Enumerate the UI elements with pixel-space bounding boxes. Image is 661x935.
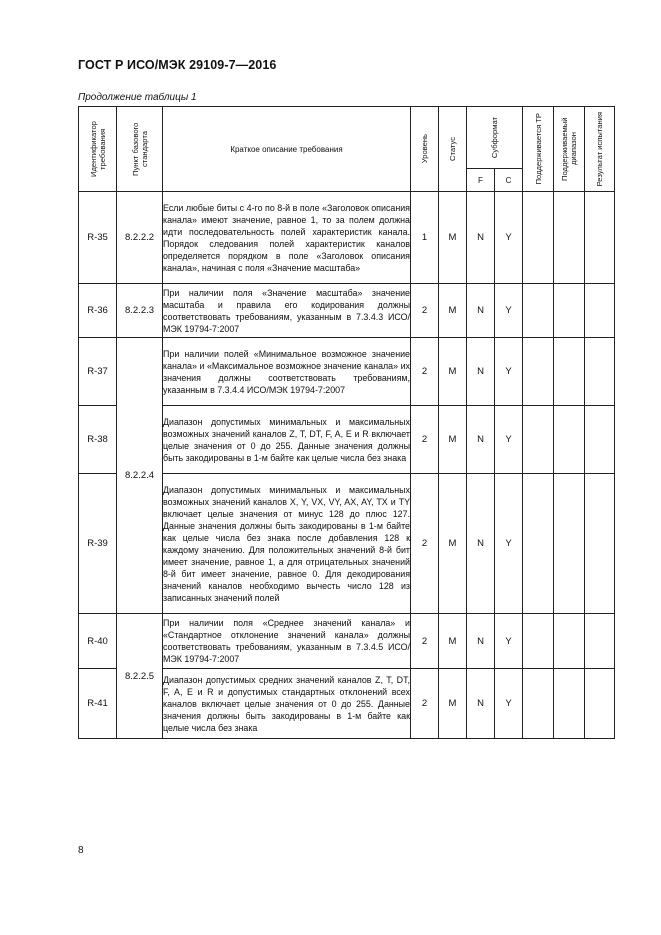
col-header-status: Статус (439, 107, 467, 192)
row-supported-tr (523, 406, 554, 474)
row-description: Диапазон допустимых средних значений каналов Z, T, DT, F, A, E и R и допустимых стандартных отклонений всех каналов включает целые значения от 0 до 255. Данные значения должны быть закодированы в 1-м байте как целые числа без знака (163, 669, 411, 739)
row-status: M (439, 406, 467, 474)
requirements-table (78, 106, 615, 739)
col-header-level: Уровень (411, 107, 439, 192)
table-row (79, 338, 615, 406)
row-level: 2 (411, 284, 439, 338)
row-result (585, 669, 615, 739)
row-result (585, 338, 615, 406)
col-header-sub-f: F (467, 169, 495, 192)
row-result (585, 192, 615, 284)
row-level: 2 (411, 406, 439, 474)
row-clause: 8.2.2.5 (117, 614, 163, 739)
row-description: Диапазон допустимых минимальных и максимальных возможных значений каналов X, Y, VX, VY, AX, AY, TX и TY включает целые значения от минус 128 до плюс 127. Данные значения должны быть закодированы в 1-м байте как целые числа без знака после добавления 128 к каждому значению. Для положительных значений 8-й бит имеет значение, равное 1, а для отрицательных значений 8-й бит имеет значение, равное 0. Для декодирования значений каналов необходимо вычесть число 128 из записанных значений полей (163, 474, 411, 614)
table-row (79, 614, 615, 669)
row-status: M (439, 474, 467, 614)
row-description: При наличии поля «Среднее значений канала» и «Стандартное отклонение значений канала» должны соответствовать требованиям, указанным в 7.3.4.5 ИСО/МЭК 19794-7:2007 (163, 614, 411, 669)
row-sub-c: Y (495, 406, 523, 474)
row-sub-c: Y (495, 474, 523, 614)
row-supported-range (554, 474, 585, 614)
row-id: R-39 (79, 474, 117, 614)
row-supported-range (554, 284, 585, 338)
row-supported-tr (523, 284, 554, 338)
row-clause: 8.2.2.2 (117, 192, 163, 284)
row-result (585, 614, 615, 669)
row-clause: 8.2.2.3 (117, 284, 163, 338)
col-header-clause: Пункт базового стандарта (117, 107, 163, 192)
row-level: 2 (411, 338, 439, 406)
page-number: 8 (78, 845, 84, 856)
row-id: R-36 (79, 284, 117, 338)
row-status: M (439, 192, 467, 284)
document-header: ГОСТ Р ИСО/МЭК 29109-7—2016 (78, 58, 277, 72)
col-header-subformat: Субформат (467, 107, 523, 169)
row-supported-range (554, 406, 585, 474)
row-sub-f: N (467, 406, 495, 474)
row-sub-f: N (467, 474, 495, 614)
row-sub-c: Y (495, 614, 523, 669)
row-sub-c: Y (495, 284, 523, 338)
row-description: При наличии полей «Минимальное возможное значение канала» и «Максимальное возможное значение канала» их значения должны соответствовать требованиям, указанным в 7.3.4.4 ИСО/МЭК 19794-7:2007 (163, 338, 411, 406)
col-header-id: Идентификатор требования (79, 107, 117, 192)
row-sub-f: N (467, 284, 495, 338)
row-status: M (439, 284, 467, 338)
row-id: R-38 (79, 406, 117, 474)
row-level: 2 (411, 474, 439, 614)
row-sub-c: Y (495, 338, 523, 406)
row-supported-tr (523, 474, 554, 614)
col-header-result: Результат испытания (585, 107, 615, 192)
table-row (79, 284, 615, 338)
row-id: R-37 (79, 338, 117, 406)
row-id: R-40 (79, 614, 117, 669)
row-level: 2 (411, 669, 439, 739)
row-supported-range (554, 192, 585, 284)
row-supported-tr (523, 192, 554, 284)
row-supported-range (554, 614, 585, 669)
row-supported-tr (523, 338, 554, 406)
table-row (79, 192, 615, 284)
table-caption: Продолжение таблицы 1 (78, 92, 197, 103)
row-id: R-41 (79, 669, 117, 739)
col-header-supported-tr: Поддерживается ТР (523, 107, 554, 192)
row-clause: 8.2.2.4 (117, 338, 163, 614)
row-sub-f: N (467, 669, 495, 739)
row-result (585, 406, 615, 474)
row-sub-c: Y (495, 669, 523, 739)
row-supported-range (554, 338, 585, 406)
row-sub-c: Y (495, 192, 523, 284)
row-status: M (439, 614, 467, 669)
row-description: Диапазон допустимых минимальных и максимальных возможных значений каналов Z, T, DT, F, A, E и R включает целые значения от 0 до 255. Данные значения должны быть закодированы в 1-м байте как целые числа без знака (163, 406, 411, 474)
row-level: 1 (411, 192, 439, 284)
row-id: R-35 (79, 192, 117, 284)
row-result (585, 284, 615, 338)
row-description: Если любые биты с 4-го по 8-й в поле «Заголовок описания канала» имеют значение, равное 1, то за полем должна идти последовательность полей характеристик канала. Порядок следования полей характеристик каналов определяется порядком в поле «Заголовок описания канала», начиная с поля «Значение масштаба» (163, 192, 411, 284)
row-supported-tr (523, 614, 554, 669)
col-header-supported-range: Поддерживаемый диапазон (554, 107, 585, 192)
row-sub-f: N (467, 192, 495, 284)
row-sub-f: N (467, 338, 495, 406)
row-description: При наличии поля «Значение масштаба» значение масштаба и правила его кодирования должны соответствовать требованиям, указанным в 7.3.4.3 ИСО/МЭК 19794-7:2007 (163, 284, 411, 338)
row-status: M (439, 338, 467, 406)
row-result (585, 474, 615, 614)
row-supported-tr (523, 669, 554, 739)
row-sub-f: N (467, 614, 495, 669)
col-header-sub-c: C (495, 169, 523, 192)
row-supported-range (554, 669, 585, 739)
row-status: M (439, 669, 467, 739)
row-level: 2 (411, 614, 439, 669)
col-header-description: Краткое описание требования (163, 107, 411, 192)
